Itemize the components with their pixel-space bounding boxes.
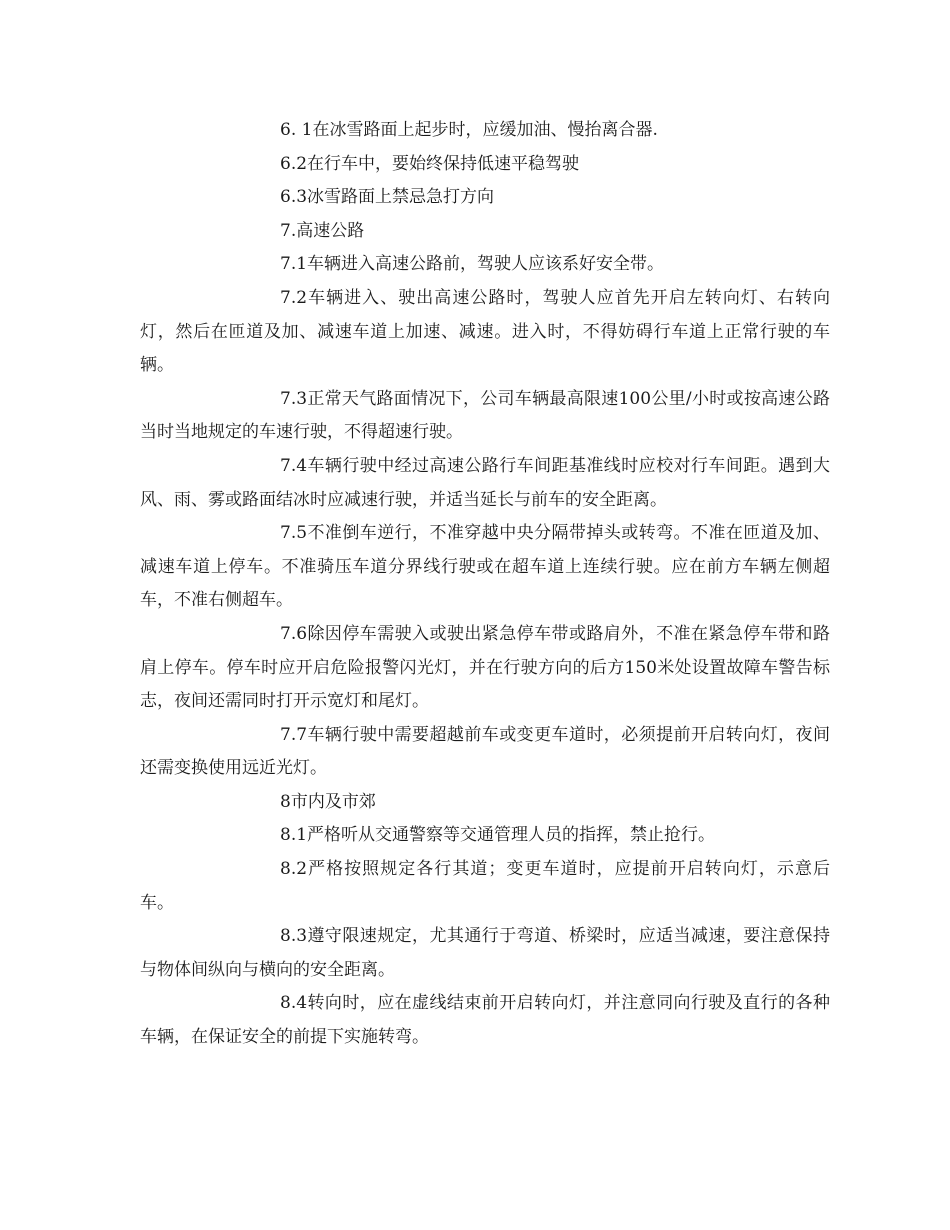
paragraph-8-4: 8.4转向时，应在虚线结束前开启转向灯，并注意同向行驶及直行的各种车辆，在保证安全的前提下实施转弯。	[140, 993, 830, 1048]
paragraph-6-1: 6. 1在冰雪路面上起步时，应缓加油、慢抬离合器.	[280, 120, 658, 140]
paragraph-8-1: 8.1严格听从交通警察等交通管理人员的指挥，禁止抢行。	[280, 825, 716, 846]
paragraph-6-2: 6.2在行车中，要始终保持低速平稳驾驶	[280, 153, 580, 174]
paragraph-7-5: 7.5不准倒车逆行，不准穿越中央分隔带掉头或转弯。不准在匝道及加、减速车道上停车。不准骑压车道分界线行驶或在超车道上连续行驶。应在前方车辆左侧超车，不准右侧超车。	[140, 523, 830, 611]
paragraph-7-1: 7.1车辆进入高速公路前，驾驶人应该系好安全带。	[280, 254, 665, 275]
paragraph-7-2: 7.2车辆进入、驶出高速公路时，驾驶人应首先开启左转向灯、右转向灯，然后在匝道及加、减速车道上加速、减速。进入时，不得妨碍行车道上正常行驶的车辆。	[140, 287, 830, 376]
paragraph-7-7: 7.7车辆行驶中需要超越前车或变更车道时，必须提前开启转向灯，夜间还需变换使用远近光灯。	[140, 724, 830, 779]
section-heading-7: 7.高速公路	[280, 220, 365, 241]
document-body	[140, 114, 830, 1055]
paragraph-7-6: 7.6除因停车需驶入或驶出紧急停车带或路肩外，不准在紧急停车带和路肩上停车。停车时应开启危险报警闪光灯，并在行驶方向的后方150米处设置故障车警告标志，夜间还需同时打开示宽灯和尾灯。	[140, 623, 830, 712]
paragraph-8-2: 8.2严格按照规定各行其道；变更车道时，应提前开启转向灯，示意后车。	[140, 859, 830, 913]
paragraph-7-4: 7.4车辆行驶中经过高速公路行车间距基准线时应校对行车间距。遇到大风、雨、雾或路面结冰时应减速行驶，并适当延长与前车的安全距离。	[140, 455, 830, 510]
section-heading-8: 8市内及市郊	[280, 791, 376, 812]
paragraph-6-3: 6.3冰雪路面上禁忌急打方向	[280, 187, 495, 208]
paragraph-7-3: 7.3正常天气路面情况下，公司车辆最高限速100公里/小时或按高速公路当时当地规定的车速行驶，不得超速行驶。	[140, 388, 830, 443]
paragraph-8-3: 8.3遵守限速规定，尤其通行于弯道、桥梁时，应适当减速，要注意保持与物体间纵向与横向的安全距离。	[140, 926, 830, 980]
